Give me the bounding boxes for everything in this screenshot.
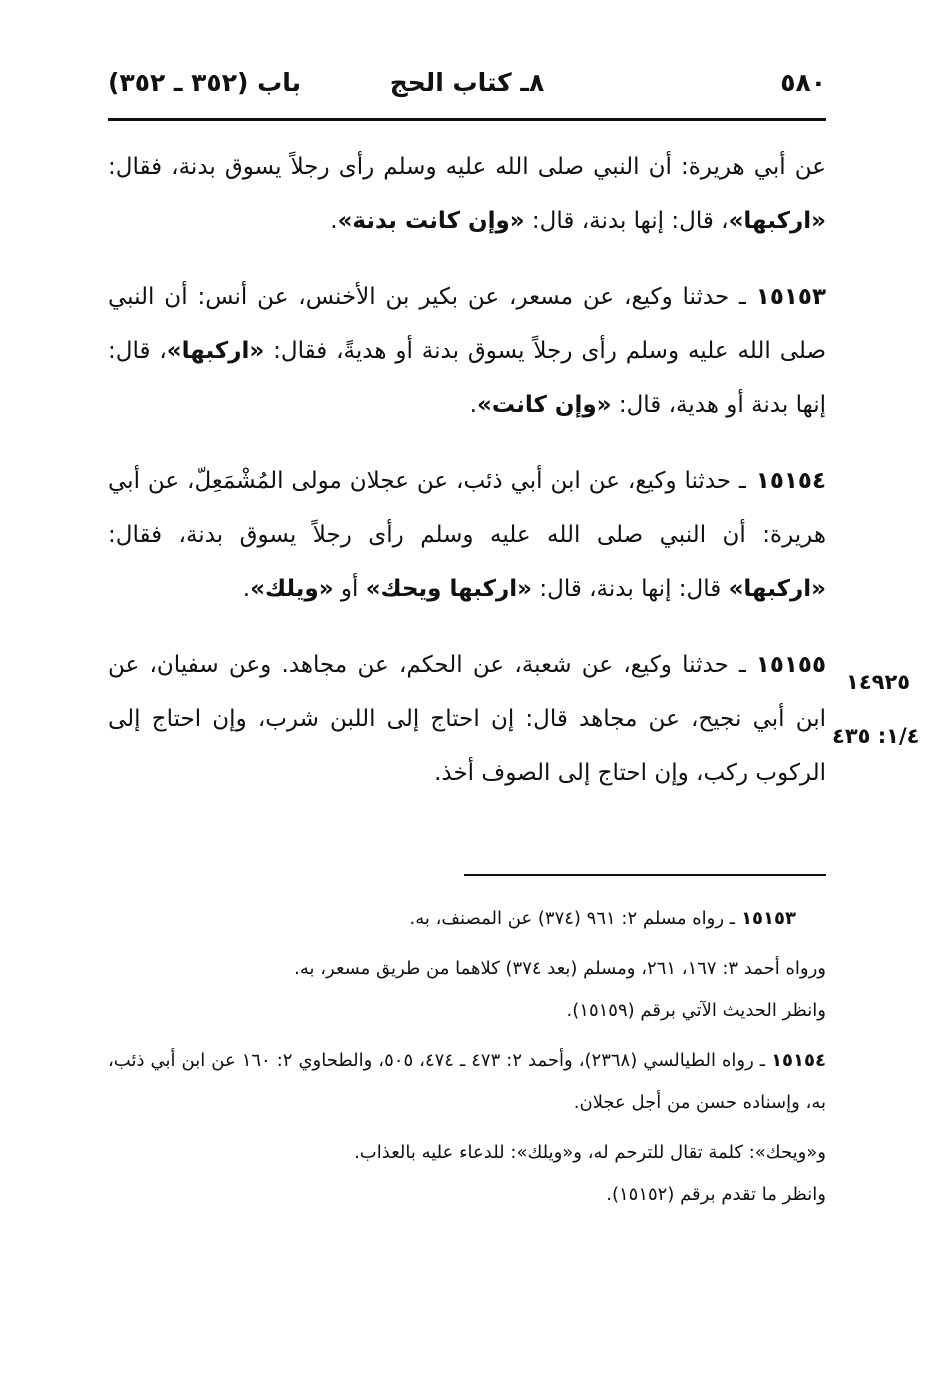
quote: «وإن كانت» — [476, 392, 612, 418]
page-header — [108, 68, 826, 112]
footnote — [108, 1174, 826, 1216]
footnote-text: وانظر الحديث الآتي برقم (١٥١٥٩). — [566, 1000, 826, 1021]
quote: «ويلك» — [250, 576, 334, 602]
footnote-divider — [464, 874, 826, 876]
hadith-15153 — [108, 270, 826, 432]
quote: «اركبها» — [166, 338, 265, 364]
text-segment: أو — [333, 576, 366, 602]
text-segment: . — [330, 208, 338, 234]
footnote — [108, 990, 826, 1032]
text-segment: . — [469, 392, 477, 418]
quote: «اركبها ويحك» — [365, 576, 533, 602]
text-segment: ، قال: إنها بدنة، قال: — [524, 208, 729, 234]
quote: «اركبها» — [728, 208, 826, 234]
hadith-number: ١٥١٥٣ — [755, 284, 826, 310]
footnote-text: ـ رواه مسلم ٢: ٩٦١ (٣٧٤) عن المصنف، به. — [409, 908, 736, 929]
footnote-number: ١٥١٥٤ — [771, 1050, 826, 1071]
text-segment: ـ حدثنا وكيع، عن مسعر، عن بكير بن الأخنس، عن أنس: أن النبي صلى الله عليه وسلم رأى رجلاً يسوق بدنة أو هديةً، فقال: — [108, 284, 827, 364]
quote: «اركبها» — [728, 576, 826, 602]
text-segment: قال: إنها بدنة، قال: — [532, 576, 729, 602]
footnotes — [108, 898, 826, 1216]
footnote-text: ـ رواه الطيالسي (٢٣٦٨)، وأحمد ٢: ٤٧٣ ـ ٤٧٤، ٥٠٥، والطحاوي ٢: ١٦٠ عن ابن أبي ذئب، به، وإسناده حسن من أجل عجلان. — [108, 1050, 826, 1113]
hadith-15155 — [108, 638, 826, 800]
hadith-number: ١٥١٥٤ — [755, 468, 826, 494]
chapter-range: باب (٣٥٢ ـ ٣٥٢) — [108, 68, 301, 97]
text-segment: ، قال: إنها بدنة أو هدية، قال: — [108, 338, 826, 418]
hadith-15154 — [108, 454, 826, 616]
footnote — [108, 1040, 826, 1124]
book-title: ٨ـ كتاب الحج — [389, 68, 545, 97]
margin-reference: ١/٤: ٤٣٥ — [832, 724, 920, 748]
quote: «وإن كانت بدنة» — [337, 208, 525, 234]
margin-reference: ١٤٩٢٥ — [846, 670, 911, 694]
header-divider — [108, 118, 826, 121]
text-segment: عن أبي هريرة: أن النبي صلى الله عليه وسلم رأى رجلاً يسوق بدنة، فقال: — [108, 154, 826, 180]
hadith-continuation — [108, 140, 826, 248]
text-segment: ـ حدثنا وكيع، عن ابن أبي ذئب، عن عجلان مولى المُشْمَعِلّ، عن أبي هريرة: أن النبي صلى الله عليه وسلم رأى رجلاً يسوق بدنة، فقال: — [108, 468, 826, 548]
footnote-number: ١٥١٥٣ — [741, 908, 796, 929]
footnote-text: ورواه أحمد ٣: ١٦٧، ٢٦١، ومسلم (بعد ٣٧٤) كلاهما من طريق مسعر، به. — [294, 958, 826, 979]
footnote-text: وانظر ما تقدم برقم (١٥١٥٢). — [606, 1184, 826, 1205]
hadith-number: ١٥١٥٥ — [755, 652, 826, 678]
footnote-text: و«ويحك»: كلمة تقال للترحم له، و«ويلك»: للدعاء عليه بالعذاب. — [354, 1142, 826, 1163]
page-number: ٥٨٠ — [780, 68, 826, 97]
footnote — [108, 1132, 826, 1174]
footnote — [108, 948, 826, 990]
text-segment: . — [242, 576, 251, 602]
text-segment: ـ حدثنا وكيع، عن شعبة، عن الحكم، عن مجاهد. وعن سفيان، عن ابن أبي نجيح، عن مجاهد قال: إن احتاج إلى اللبن شرب، وإن احتاج إلى الركوب ركب، وإن احتاج إلى الصوف أخذ. — [108, 652, 826, 786]
footnote — [108, 898, 826, 940]
main-text — [108, 140, 826, 822]
